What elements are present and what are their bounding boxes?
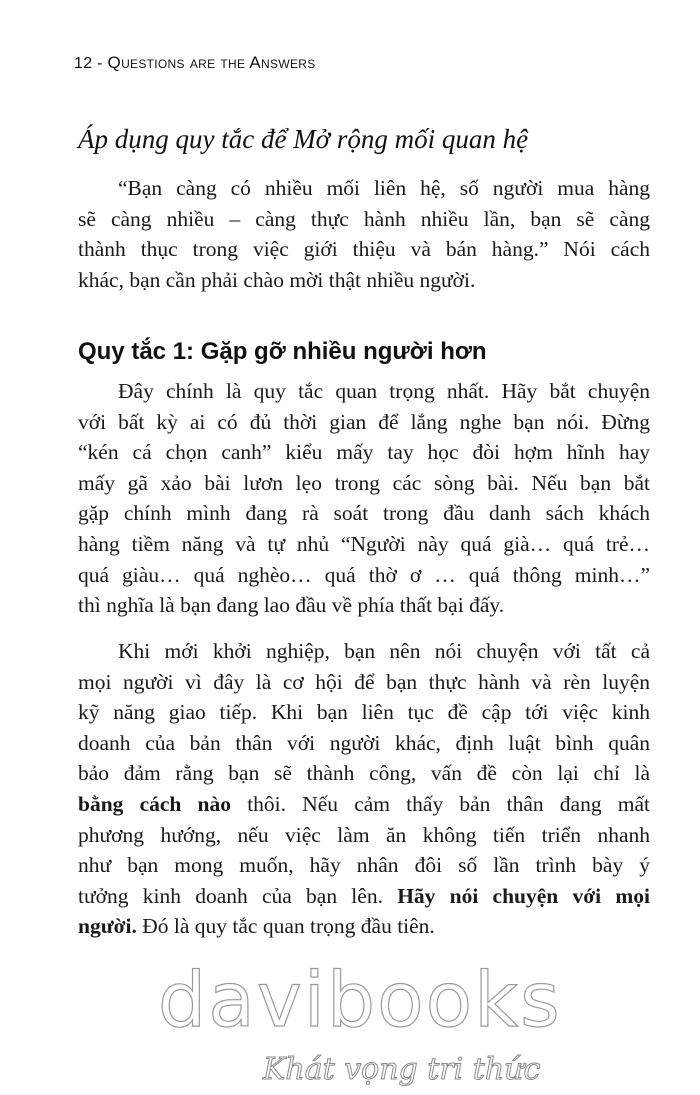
paragraph-line: “kén cá chọn canh” kiểu mấy tay học đòi hợm hĩnh hay <box>78 440 650 465</box>
paragraph-line: mọi người vì đây là cơ hội để bạn thực hành và rèn luyện <box>78 669 650 694</box>
page-number: 12 <box>74 55 93 72</box>
running-head <box>74 53 316 73</box>
paragraph-start-business <box>78 636 650 942</box>
paragraph-rule-1 <box>78 376 650 621</box>
paragraph-line: Khi mới khởi nghiệp, bạn nên nói chuyện với tất cả <box>118 639 650 663</box>
paragraph-line: với bất kỳ ai có đủ thời gian để lắng nghe bạn nói. Đừng <box>78 409 650 434</box>
line-text: thôi. Nếu cảm thấy bản thân đang mất <box>231 791 651 816</box>
watermark <box>158 955 562 1087</box>
paragraph-line: khác, bạn cần phải chào mời thật nhiều người. <box>78 267 476 292</box>
paragraph-line: kỹ năng giao tiếp. Khi bạn liên tục đề cập tới việc kinh <box>78 700 650 725</box>
section-heading: Áp dụng quy tắc để Mở rộng mối quan hệ <box>78 124 529 154</box>
paragraph-line: “Bạn càng có nhiều mối liên hệ, số người mua hàng <box>118 176 650 200</box>
bold-phrase: Hãy nói chuyện với mọi <box>397 883 650 908</box>
paragraph-line: như bạn mong muốn, hãy nhân đôi số lần trình bày ý <box>78 853 650 878</box>
bold-phrase: người. <box>78 914 137 939</box>
paragraph-line: sẽ càng nhiều – càng thực hành nhiều lần, bạn sẽ càng <box>78 206 650 231</box>
paragraph-intro <box>78 173 650 295</box>
bold-phrase: bằng cách nào <box>78 791 232 816</box>
paragraph-line: bảo đảm rằng bạn sẽ thành công, vấn đề còn lại chỉ là <box>78 761 650 786</box>
running-head-separator: - <box>97 55 103 72</box>
paragraph-line <box>78 911 650 942</box>
paragraph-line: phương hướng, nếu việc làm ăn không tiến triển nhanh <box>78 822 650 847</box>
line-text: tưởng kinh doanh của bạn lên. <box>78 883 398 908</box>
paragraph-line: hàng tiềm năng và tự nhủ “Người này quá già… quá trẻ… <box>78 531 650 556</box>
book-title: Questions are the Answers <box>107 53 316 72</box>
paragraph-line <box>78 881 650 912</box>
paragraph-line: quá giàu… quá nghèo… quá thờ ơ … quá thông minh…” <box>78 562 650 587</box>
paragraph-line: thì nghĩa là bạn đang lao đầu về phía thất bại đấy. <box>78 593 505 618</box>
paragraph-line: doanh của bản thân với người khác, định luật bình quân <box>78 730 650 755</box>
watermark-tagline: Khát vọng tri thức <box>263 1052 541 1087</box>
paragraph-line: mấy gã xảo bài lươn lẹo trong các sòng bài. Nếu bạn bắt <box>78 470 650 495</box>
watermark-logo: davibooks <box>158 955 562 1044</box>
line-text: Đó là quy tắc quan trọng đầu tiên. <box>136 914 435 939</box>
paragraph-line: Đây chính là quy tắc quan trọng nhất. Hãy bắt chuyện <box>118 379 650 403</box>
paragraph-line: gặp chính mình đang rà soát trong đầu danh sách khách <box>78 501 650 526</box>
rule-heading: Quy tắc 1: Gặp gỡ nhiều người hơn <box>78 338 487 365</box>
paragraph-line <box>78 789 650 820</box>
paragraph-line: thành thục trong việc giới thiệu và bán hàng.” Nói cách <box>78 237 650 262</box>
